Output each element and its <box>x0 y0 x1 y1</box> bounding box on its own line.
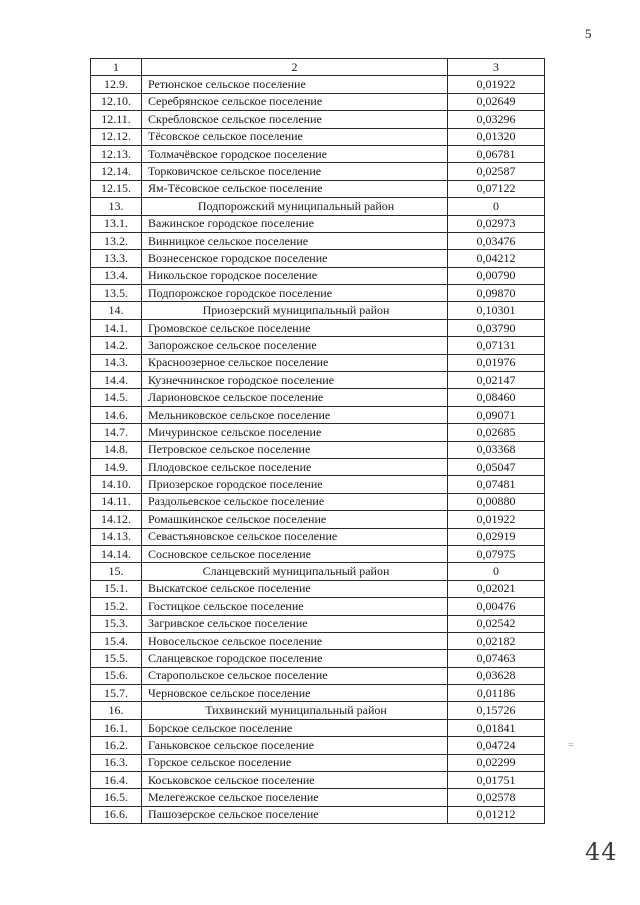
table-row <box>91 545 545 562</box>
row-number-cell: 14.14. <box>91 545 142 562</box>
municipality-name-cell: Выскатское сельское поселение <box>142 580 448 597</box>
table-row-district <box>91 302 545 319</box>
row-number-cell: 13.3. <box>91 250 142 267</box>
table-row <box>91 772 545 789</box>
coefficient-value-cell: 0,06781 <box>448 145 545 162</box>
margin-mark: = <box>568 740 574 751</box>
row-number-cell: 15.4. <box>91 632 142 649</box>
municipality-name-cell: Пашозерское сельское поселение <box>142 806 448 823</box>
table-row <box>91 267 545 284</box>
municipality-name-cell: Тёсовское сельское поселение <box>142 128 448 145</box>
table-row <box>91 458 545 475</box>
municipality-name-cell: Борское сельское поселение <box>142 719 448 736</box>
table-row <box>91 145 545 162</box>
row-number-cell: 15.6. <box>91 667 142 684</box>
handwritten-sheet-number: 44 <box>585 838 618 866</box>
coefficient-value-cell: 0,05047 <box>448 458 545 475</box>
municipality-name-cell: Приозерский муниципальный район <box>142 302 448 319</box>
table-row <box>91 215 545 232</box>
row-number-cell: 13.2. <box>91 232 142 249</box>
coefficient-value-cell: 0,02542 <box>448 615 545 632</box>
municipality-name-cell: Ромашкинское сельское поселение <box>142 511 448 528</box>
municipality-name-cell: Никольское городское поселение <box>142 267 448 284</box>
municipality-name-cell: Петровское сельское поселение <box>142 441 448 458</box>
table-row-district <box>91 198 545 215</box>
coefficient-value-cell: 0 <box>448 198 545 215</box>
coefficient-value-cell: 0,03368 <box>448 441 545 458</box>
table-row <box>91 580 545 597</box>
coefficient-value-cell: 0,02685 <box>448 424 545 441</box>
row-number-cell: 14.1. <box>91 319 142 336</box>
row-number-cell: 15.2. <box>91 598 142 615</box>
table-row <box>91 337 545 354</box>
municipality-name-cell: Севастьяновское сельское поселение <box>142 528 448 545</box>
coefficient-value-cell: 0,01976 <box>448 354 545 371</box>
row-number-cell: 15.1. <box>91 580 142 597</box>
table-row <box>91 719 545 736</box>
coefficient-value-cell: 0,02973 <box>448 215 545 232</box>
coefficient-value-cell: 0,07122 <box>448 180 545 197</box>
row-number-cell: 14.9. <box>91 458 142 475</box>
table-row <box>91 232 545 249</box>
municipality-name-cell: Старопольское сельское поселение <box>142 667 448 684</box>
coefficient-value-cell: 0,08460 <box>448 389 545 406</box>
table-row <box>91 476 545 493</box>
municipality-name-cell: Красноозерное сельское поселение <box>142 354 448 371</box>
coefficient-value-cell: 0,10301 <box>448 302 545 319</box>
allocation-table <box>90 58 545 824</box>
coefficient-value-cell: 0,01320 <box>448 128 545 145</box>
municipality-name-cell: Ларионовское сельское поселение <box>142 389 448 406</box>
table-row <box>91 737 545 754</box>
row-number-cell: 16. <box>91 702 142 719</box>
municipality-name-cell: Кузнечнинское городское поселение <box>142 372 448 389</box>
municipality-name-cell: Мелегежское сельское поселение <box>142 789 448 806</box>
coefficient-value-cell: 0,04724 <box>448 737 545 754</box>
municipality-name-cell: Вознесенское городское поселение <box>142 250 448 267</box>
column-header-value: 3 <box>448 59 545 76</box>
table-row <box>91 685 545 702</box>
coefficient-value-cell: 0,00476 <box>448 598 545 615</box>
coefficient-value-cell: 0,09870 <box>448 285 545 302</box>
table-row <box>91 128 545 145</box>
municipality-name-cell: Подпорожский муниципальный район <box>142 198 448 215</box>
row-number-cell: 14.13. <box>91 528 142 545</box>
table-row <box>91 389 545 406</box>
municipality-name-cell: Запорожское сельское поселение <box>142 337 448 354</box>
row-number-cell: 16.3. <box>91 754 142 771</box>
coefficient-value-cell: 0,02578 <box>448 789 545 806</box>
coefficient-value-cell: 0,07481 <box>448 476 545 493</box>
table-row <box>91 180 545 197</box>
row-number-cell: 12.11. <box>91 111 142 128</box>
municipality-name-cell: Новосельское сельское поселение <box>142 632 448 649</box>
coefficient-value-cell: 0,00880 <box>448 493 545 510</box>
coefficient-value-cell: 0,15726 <box>448 702 545 719</box>
municipality-name-cell: Ретюнское сельское поселение <box>142 76 448 93</box>
row-number-cell: 15.5. <box>91 650 142 667</box>
municipality-name-cell: Плодовское сельское поселение <box>142 458 448 475</box>
table-row <box>91 493 545 510</box>
table-body <box>91 76 545 824</box>
table-row <box>91 632 545 649</box>
municipality-name-cell: Толмачёвское городское поселение <box>142 145 448 162</box>
row-number-cell: 14.2. <box>91 337 142 354</box>
table-row <box>91 754 545 771</box>
municipality-name-cell: Сланцевский муниципальный район <box>142 563 448 580</box>
row-number-cell: 13.5. <box>91 285 142 302</box>
coefficient-value-cell: 0,02649 <box>448 93 545 110</box>
row-number-cell: 12.10. <box>91 93 142 110</box>
row-number-cell: 12.13. <box>91 145 142 162</box>
row-number-cell: 15.3. <box>91 615 142 632</box>
table-row <box>91 163 545 180</box>
table-row <box>91 789 545 806</box>
table-row <box>91 93 545 110</box>
municipality-name-cell: Приозерское городское поселение <box>142 476 448 493</box>
municipality-name-cell: Сосновское сельское поселение <box>142 545 448 562</box>
row-number-cell: 12.12. <box>91 128 142 145</box>
municipality-name-cell: Важинское городское поселение <box>142 215 448 232</box>
row-number-cell: 14.7. <box>91 424 142 441</box>
coefficient-value-cell: 0,01922 <box>448 76 545 93</box>
row-number-cell: 14.5. <box>91 389 142 406</box>
municipality-name-cell: Черновское сельское поселение <box>142 685 448 702</box>
table-row <box>91 598 545 615</box>
municipality-name-cell: Громовское сельское поселение <box>142 319 448 336</box>
coefficient-value-cell: 0,02919 <box>448 528 545 545</box>
coefficient-value-cell: 0,02021 <box>448 580 545 597</box>
row-number-cell: 16.2. <box>91 737 142 754</box>
table-row-district <box>91 563 545 580</box>
table-row <box>91 650 545 667</box>
municipality-name-cell: Ям-Тёсовское сельское поселение <box>142 180 448 197</box>
coefficient-value-cell: 0,03628 <box>448 667 545 684</box>
coefficient-value-cell: 0 <box>448 563 545 580</box>
coefficient-value-cell: 0,03296 <box>448 111 545 128</box>
coefficient-value-cell: 0,03476 <box>448 232 545 249</box>
row-number-cell: 13.1. <box>91 215 142 232</box>
municipality-name-cell: Ганьковское сельское поселение <box>142 737 448 754</box>
coefficient-value-cell: 0,03790 <box>448 319 545 336</box>
coefficient-value-cell: 0,02182 <box>448 632 545 649</box>
municipality-name-cell: Подпорожское городское поселение <box>142 285 448 302</box>
row-number-cell: 14.3. <box>91 354 142 371</box>
row-number-cell: 12.14. <box>91 163 142 180</box>
table-row <box>91 441 545 458</box>
row-number-cell: 12.15. <box>91 180 142 197</box>
coefficient-value-cell: 0,02587 <box>448 163 545 180</box>
row-number-cell: 13.4. <box>91 267 142 284</box>
coefficient-value-cell: 0,02299 <box>448 754 545 771</box>
table-header-row <box>91 59 545 76</box>
row-number-cell: 16.6. <box>91 806 142 823</box>
municipality-name-cell: Раздольевское сельское поселение <box>142 493 448 510</box>
municipality-name-cell: Мичуринское сельское поселение <box>142 424 448 441</box>
row-number-cell: 16.5. <box>91 789 142 806</box>
table-row <box>91 806 545 823</box>
table-row <box>91 528 545 545</box>
table-row <box>91 372 545 389</box>
table-row <box>91 111 545 128</box>
coefficient-value-cell: 0,07463 <box>448 650 545 667</box>
page-number: 5 <box>585 26 592 41</box>
municipality-name-cell: Гостицкое сельское поселение <box>142 598 448 615</box>
municipality-name-cell: Коськовское сельское поселение <box>142 772 448 789</box>
row-number-cell: 14.12. <box>91 511 142 528</box>
coefficient-value-cell: 0,00790 <box>448 267 545 284</box>
row-number-cell: 14.11. <box>91 493 142 510</box>
table-row <box>91 406 545 423</box>
table-row-district <box>91 702 545 719</box>
coefficient-value-cell: 0,02147 <box>448 372 545 389</box>
coefficient-value-cell: 0,01922 <box>448 511 545 528</box>
row-number-cell: 15.7. <box>91 685 142 702</box>
coefficient-value-cell: 0,01186 <box>448 685 545 702</box>
row-number-cell: 14.6. <box>91 406 142 423</box>
municipality-name-cell: Загривское сельское поселение <box>142 615 448 632</box>
column-header-number: 1 <box>91 59 142 76</box>
coefficient-value-cell: 0,07975 <box>448 545 545 562</box>
row-number-cell: 12.9. <box>91 76 142 93</box>
coefficient-value-cell: 0,04212 <box>448 250 545 267</box>
coefficient-value-cell: 0,01751 <box>448 772 545 789</box>
table-row <box>91 354 545 371</box>
municipality-name-cell: Торковичское сельское поселение <box>142 163 448 180</box>
column-header-name: 2 <box>142 59 448 76</box>
table-row <box>91 511 545 528</box>
row-number-cell: 14.10. <box>91 476 142 493</box>
coefficient-value-cell: 0,07131 <box>448 337 545 354</box>
row-number-cell: 14. <box>91 302 142 319</box>
coefficient-value-cell: 0,01212 <box>448 806 545 823</box>
municipality-name-cell: Тихвинский муниципальный район <box>142 702 448 719</box>
table-row <box>91 615 545 632</box>
municipality-name-cell: Серебрянское сельское поселение <box>142 93 448 110</box>
municipality-name-cell: Скребловское сельское поселение <box>142 111 448 128</box>
row-number-cell: 16.1. <box>91 719 142 736</box>
row-number-cell: 15. <box>91 563 142 580</box>
row-number-cell: 14.4. <box>91 372 142 389</box>
municipality-name-cell: Горское сельское поселение <box>142 754 448 771</box>
municipality-name-cell: Сланцевское городское поселение <box>142 650 448 667</box>
table-row <box>91 319 545 336</box>
table-row <box>91 76 545 93</box>
row-number-cell: 14.8. <box>91 441 142 458</box>
table-row <box>91 250 545 267</box>
municipality-name-cell: Винницкое сельское поселение <box>142 232 448 249</box>
table-row <box>91 667 545 684</box>
row-number-cell: 13. <box>91 198 142 215</box>
row-number-cell: 16.4. <box>91 772 142 789</box>
table-row <box>91 285 545 302</box>
coefficient-value-cell: 0,01841 <box>448 719 545 736</box>
municipality-name-cell: Мельниковское сельское поселение <box>142 406 448 423</box>
coefficient-value-cell: 0,09071 <box>448 406 545 423</box>
table-row <box>91 424 545 441</box>
